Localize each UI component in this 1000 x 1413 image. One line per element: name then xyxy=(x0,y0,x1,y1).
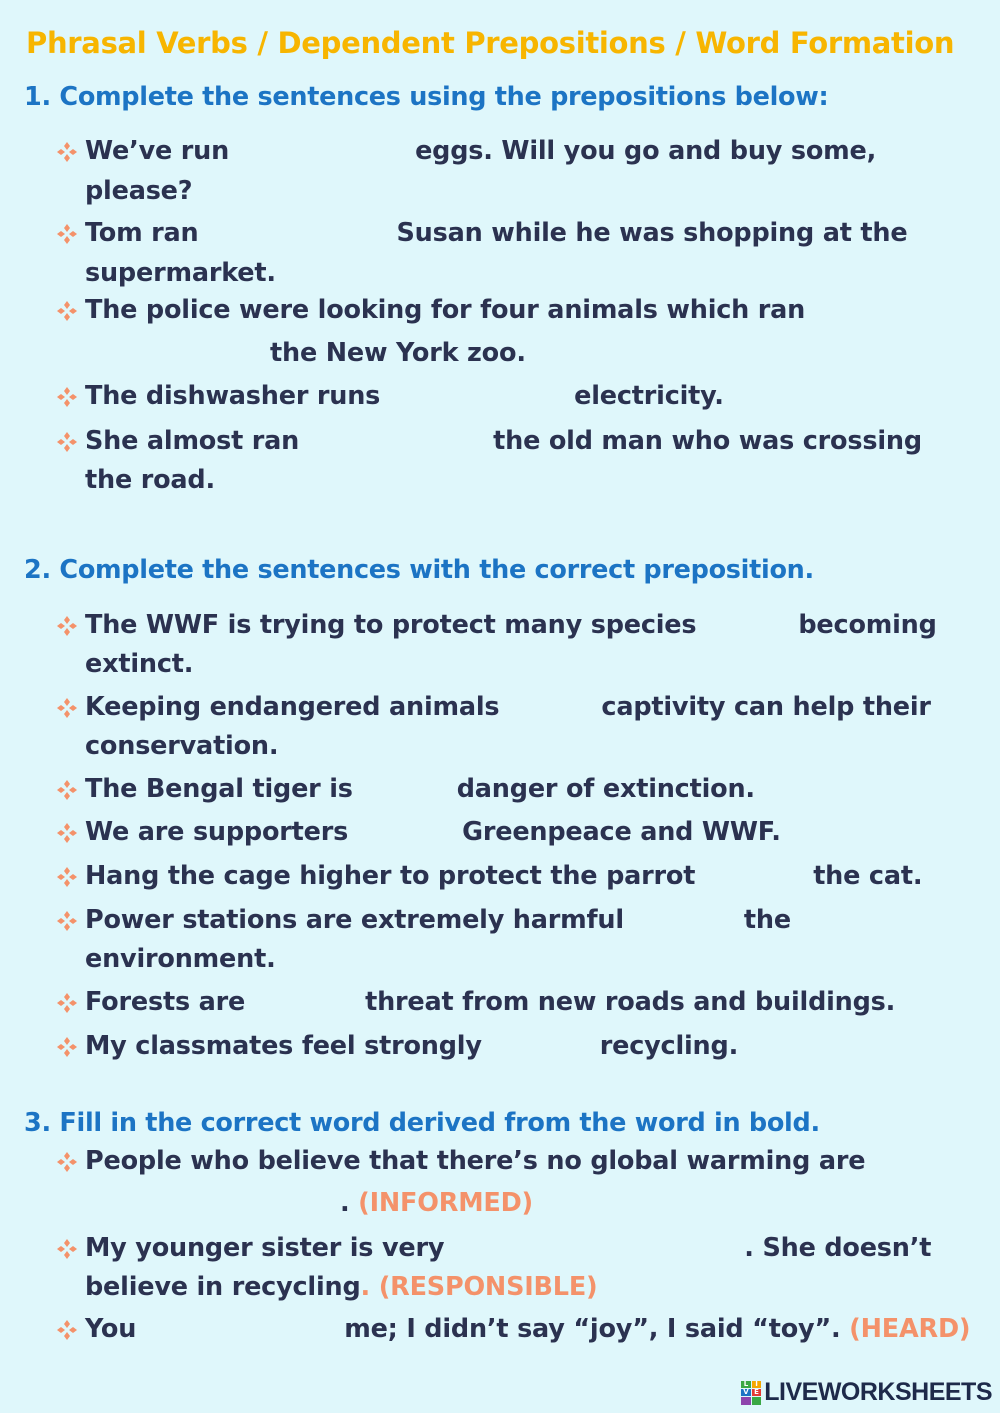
section-2-heading: 2. Complete the sentences with the correct preposition. xyxy=(24,555,814,585)
hint-word: (INFORMED) xyxy=(349,1188,534,1218)
hint-word: (RESPONSIBLE) xyxy=(370,1272,598,1302)
s2-q7-line1: Forests are threat from new roads and buildings. xyxy=(85,987,896,1017)
s1-q2-line1: Tom ran Susan while he was shopping at the xyxy=(85,218,908,248)
s2-q3-line1: The Bengal tiger is danger of extinction. xyxy=(85,774,755,804)
s3-q1-line1: People who believe that there’s no global warming are xyxy=(85,1146,866,1176)
s1-q2-line2: supermarket. xyxy=(85,258,276,288)
bullet-icon xyxy=(56,141,78,163)
s1-q3-line2: the New York zoo. xyxy=(270,338,526,368)
liveworksheets-logo[interactable] xyxy=(741,1378,992,1407)
s1-q5-line1: She almost ran the old man who was crossing xyxy=(85,426,922,456)
s2-q2-line2: conservation. xyxy=(85,731,279,761)
s2-q6-line2: environment. xyxy=(85,944,276,974)
bullet-icon xyxy=(56,223,78,245)
bullet-icon xyxy=(56,822,78,844)
s2-q6-line1: Power stations are extremely harmful the xyxy=(85,905,791,935)
s3-q3-line1: You me; I didn’t say “joy”, I said “toy”. (HEARD) xyxy=(85,1314,971,1344)
bullet-icon xyxy=(56,1151,78,1173)
bullet-icon xyxy=(56,300,78,322)
title-word-formation: Word Formation xyxy=(695,26,955,60)
bullet-icon xyxy=(56,386,78,408)
bullet-icon xyxy=(56,431,78,453)
s3-q2-line1: My younger sister is very . She doesn’t xyxy=(85,1233,932,1263)
bullet-icon xyxy=(56,866,78,888)
s1-q3-line1: The police were looking for four animals which ran xyxy=(85,295,806,325)
bullet-icon xyxy=(56,1238,78,1260)
title-separator: / xyxy=(247,26,278,60)
s2-q1-line2: extinct. xyxy=(85,649,194,679)
s1-q4-line1: The dishwasher runs electricity. xyxy=(85,381,724,411)
title-dependent-prepositions: Dependent Prepositions xyxy=(277,26,666,60)
bullet-icon xyxy=(56,697,78,719)
s2-q2-line1: Keeping endangered animals captivity can help their xyxy=(85,692,931,722)
bullet-icon xyxy=(56,779,78,801)
s2-q8-line1: My classmates feel strongly recycling. xyxy=(85,1031,739,1061)
s1-q5-line2: the road. xyxy=(85,465,215,495)
s1-q1-line1: We’ve run eggs. Will you go and buy some, xyxy=(85,136,877,166)
s3-q2-line2: believe in recycling. (RESPONSIBLE) xyxy=(85,1272,598,1302)
logo-icon: L I V E xyxy=(741,1381,761,1405)
s2-q4-line1: We are supporters Greenpeace and WWF. xyxy=(85,817,781,847)
title-separator: / xyxy=(665,26,696,60)
section-3-heading: 3. Fill in the correct word derived from the word in bold. xyxy=(24,1108,820,1138)
s3-q1-line2: . (INFORMED) xyxy=(340,1188,534,1218)
bullet-icon xyxy=(56,992,78,1014)
title-phrasal-verbs: Phrasal Verbs xyxy=(26,26,248,60)
s2-q1-line1: The WWF is trying to protect many species becoming xyxy=(85,610,937,640)
s2-q5-line1: Hang the cage higher to protect the parrot the cat. xyxy=(85,861,923,891)
bullet-icon xyxy=(56,1036,78,1058)
page-title xyxy=(26,26,954,60)
s1-q1-line2: please? xyxy=(85,176,193,206)
bullet-icon xyxy=(56,910,78,932)
section-1-heading: 1. Complete the sentences using the prepositions below: xyxy=(24,82,829,112)
bullet-icon xyxy=(56,615,78,637)
bullet-icon xyxy=(56,1319,78,1341)
hint-word: (HEARD) xyxy=(840,1314,971,1344)
logo-text: LIVEWORKSHEETS xyxy=(764,1378,992,1406)
